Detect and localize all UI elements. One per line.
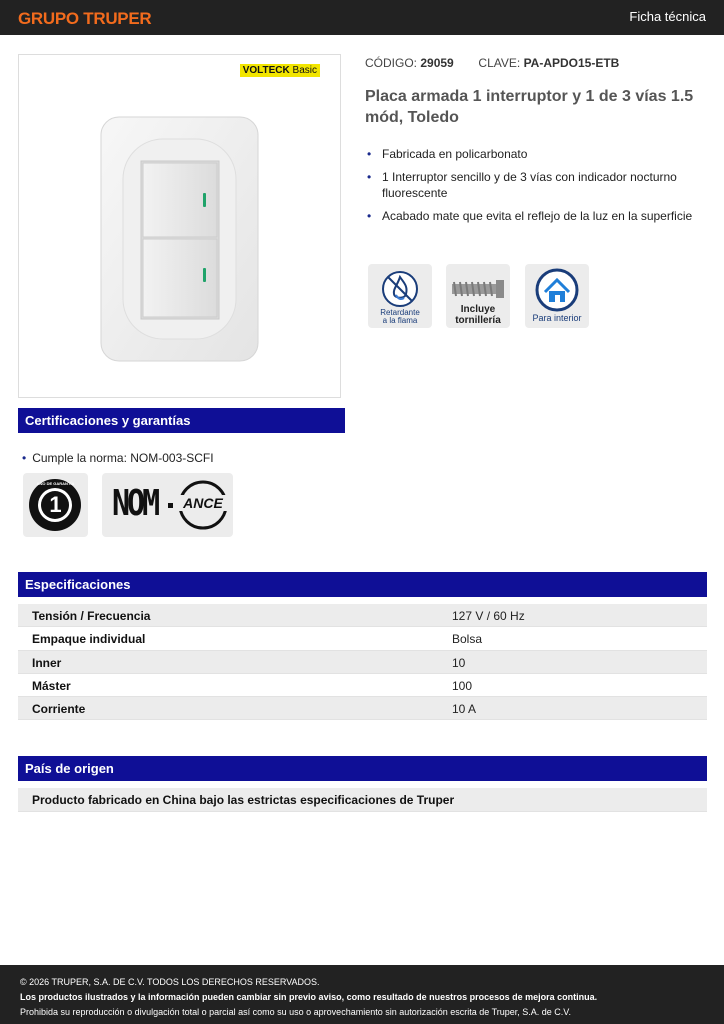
badge-flame-retardant [368, 264, 432, 328]
specs-heading: Especificaciones [18, 572, 707, 597]
clave-value: PA-APDO15-ETB [523, 56, 620, 70]
badge-label: a la flama [382, 316, 418, 325]
codigo-value: 29059 [420, 56, 454, 70]
cert-item-text: Cumple la norma: NOM-003-SCFI [32, 451, 214, 465]
spec-key: Máster [32, 678, 71, 693]
spec-value: 10 A [452, 702, 477, 717]
badge-screws [446, 264, 510, 328]
footer-copyright: © 2026 TRUPER, S.A. DE C.V. TODOS LOS DERECHOS RESERVADOS. [20, 977, 320, 987]
doc-type-label: Ficha técnica [629, 9, 706, 24]
feature-item: • Acabado mate que evita el reflejo de la luz en la superficie [365, 208, 695, 224]
warranty-years: 1 [49, 492, 62, 517]
badge-label: Incluye [460, 304, 496, 315]
product-title: Placa armada 1 interruptor y 1 de 3 vías 1.5 mód, Toledo [365, 88, 694, 126]
warranty-badge [23, 473, 88, 537]
header-bar [0, 0, 724, 35]
warranty-text: AÑO DE GARANTÍA [36, 481, 75, 486]
badge-label: tornillería [455, 315, 501, 326]
table-row [18, 627, 707, 650]
flame-retardant-icon [368, 266, 432, 310]
spec-key: Corriente [32, 702, 86, 717]
feature-item: • 1 Interruptor sencillo y de 3 vías con indicador nocturno fluorescente [365, 169, 695, 201]
brand-logo: GRUPO TRUPER [18, 9, 152, 28]
product-codes [365, 56, 619, 70]
footer-legal: Prohibida su reproducción o divulgación total o parcial así como su uso o aprovechamiento sin autorización escrita de Truper, S.A. de C.V. [20, 1007, 571, 1017]
spec-value: 10 [452, 655, 466, 670]
badge-indoor [525, 264, 589, 328]
cert-item: • Cumple la norma: NOM-003-SCFI [22, 451, 214, 465]
spec-value: 127 V / 60 Hz [452, 609, 525, 623]
screw-icon [446, 268, 510, 308]
codigo-label: CÓDIGO: [365, 56, 418, 70]
wall-plate-illustration [19, 55, 342, 399]
spec-key: Empaque individual [32, 632, 146, 647]
spec-key: Tensión / Frecuencia [32, 609, 151, 623]
nom-ance-badge [102, 473, 233, 537]
nom-logo: NOM [112, 482, 158, 525]
house-icon [525, 266, 589, 314]
logo-dot [168, 503, 173, 508]
certifications-heading: Certificaciones y garantías [18, 408, 345, 433]
table-row [18, 651, 707, 674]
badge-label: Para interior [532, 313, 582, 323]
footer [0, 965, 724, 1024]
brand-tag-line: Basic [292, 65, 317, 76]
badge-label: Retardante [380, 308, 420, 317]
brand-tag-name: VOLTECK [242, 65, 290, 76]
table-row [18, 697, 707, 720]
feature-item: • Fabricada en policarbonato [365, 146, 695, 162]
table-row [18, 674, 707, 697]
ance-logo-text: ANCE [174, 495, 232, 511]
feature-list [365, 146, 695, 231]
specs-table [18, 604, 707, 720]
footer-notice: Los productos ilustrados y la información pueden cambiar sin previo aviso, como resultado de nuestros procesos de mejora continua. [20, 992, 598, 1002]
spec-value: Bolsa [452, 632, 483, 647]
product-image [18, 54, 341, 398]
origin-heading: País de origen [18, 756, 707, 781]
spec-value: 100 [452, 678, 473, 693]
spec-key: Inner [32, 655, 62, 670]
table-row [18, 604, 707, 627]
clave-label: CLAVE: [478, 56, 521, 70]
origin-text: Producto fabricado en China bajo las estrictas especificaciones de Truper [18, 788, 707, 812]
